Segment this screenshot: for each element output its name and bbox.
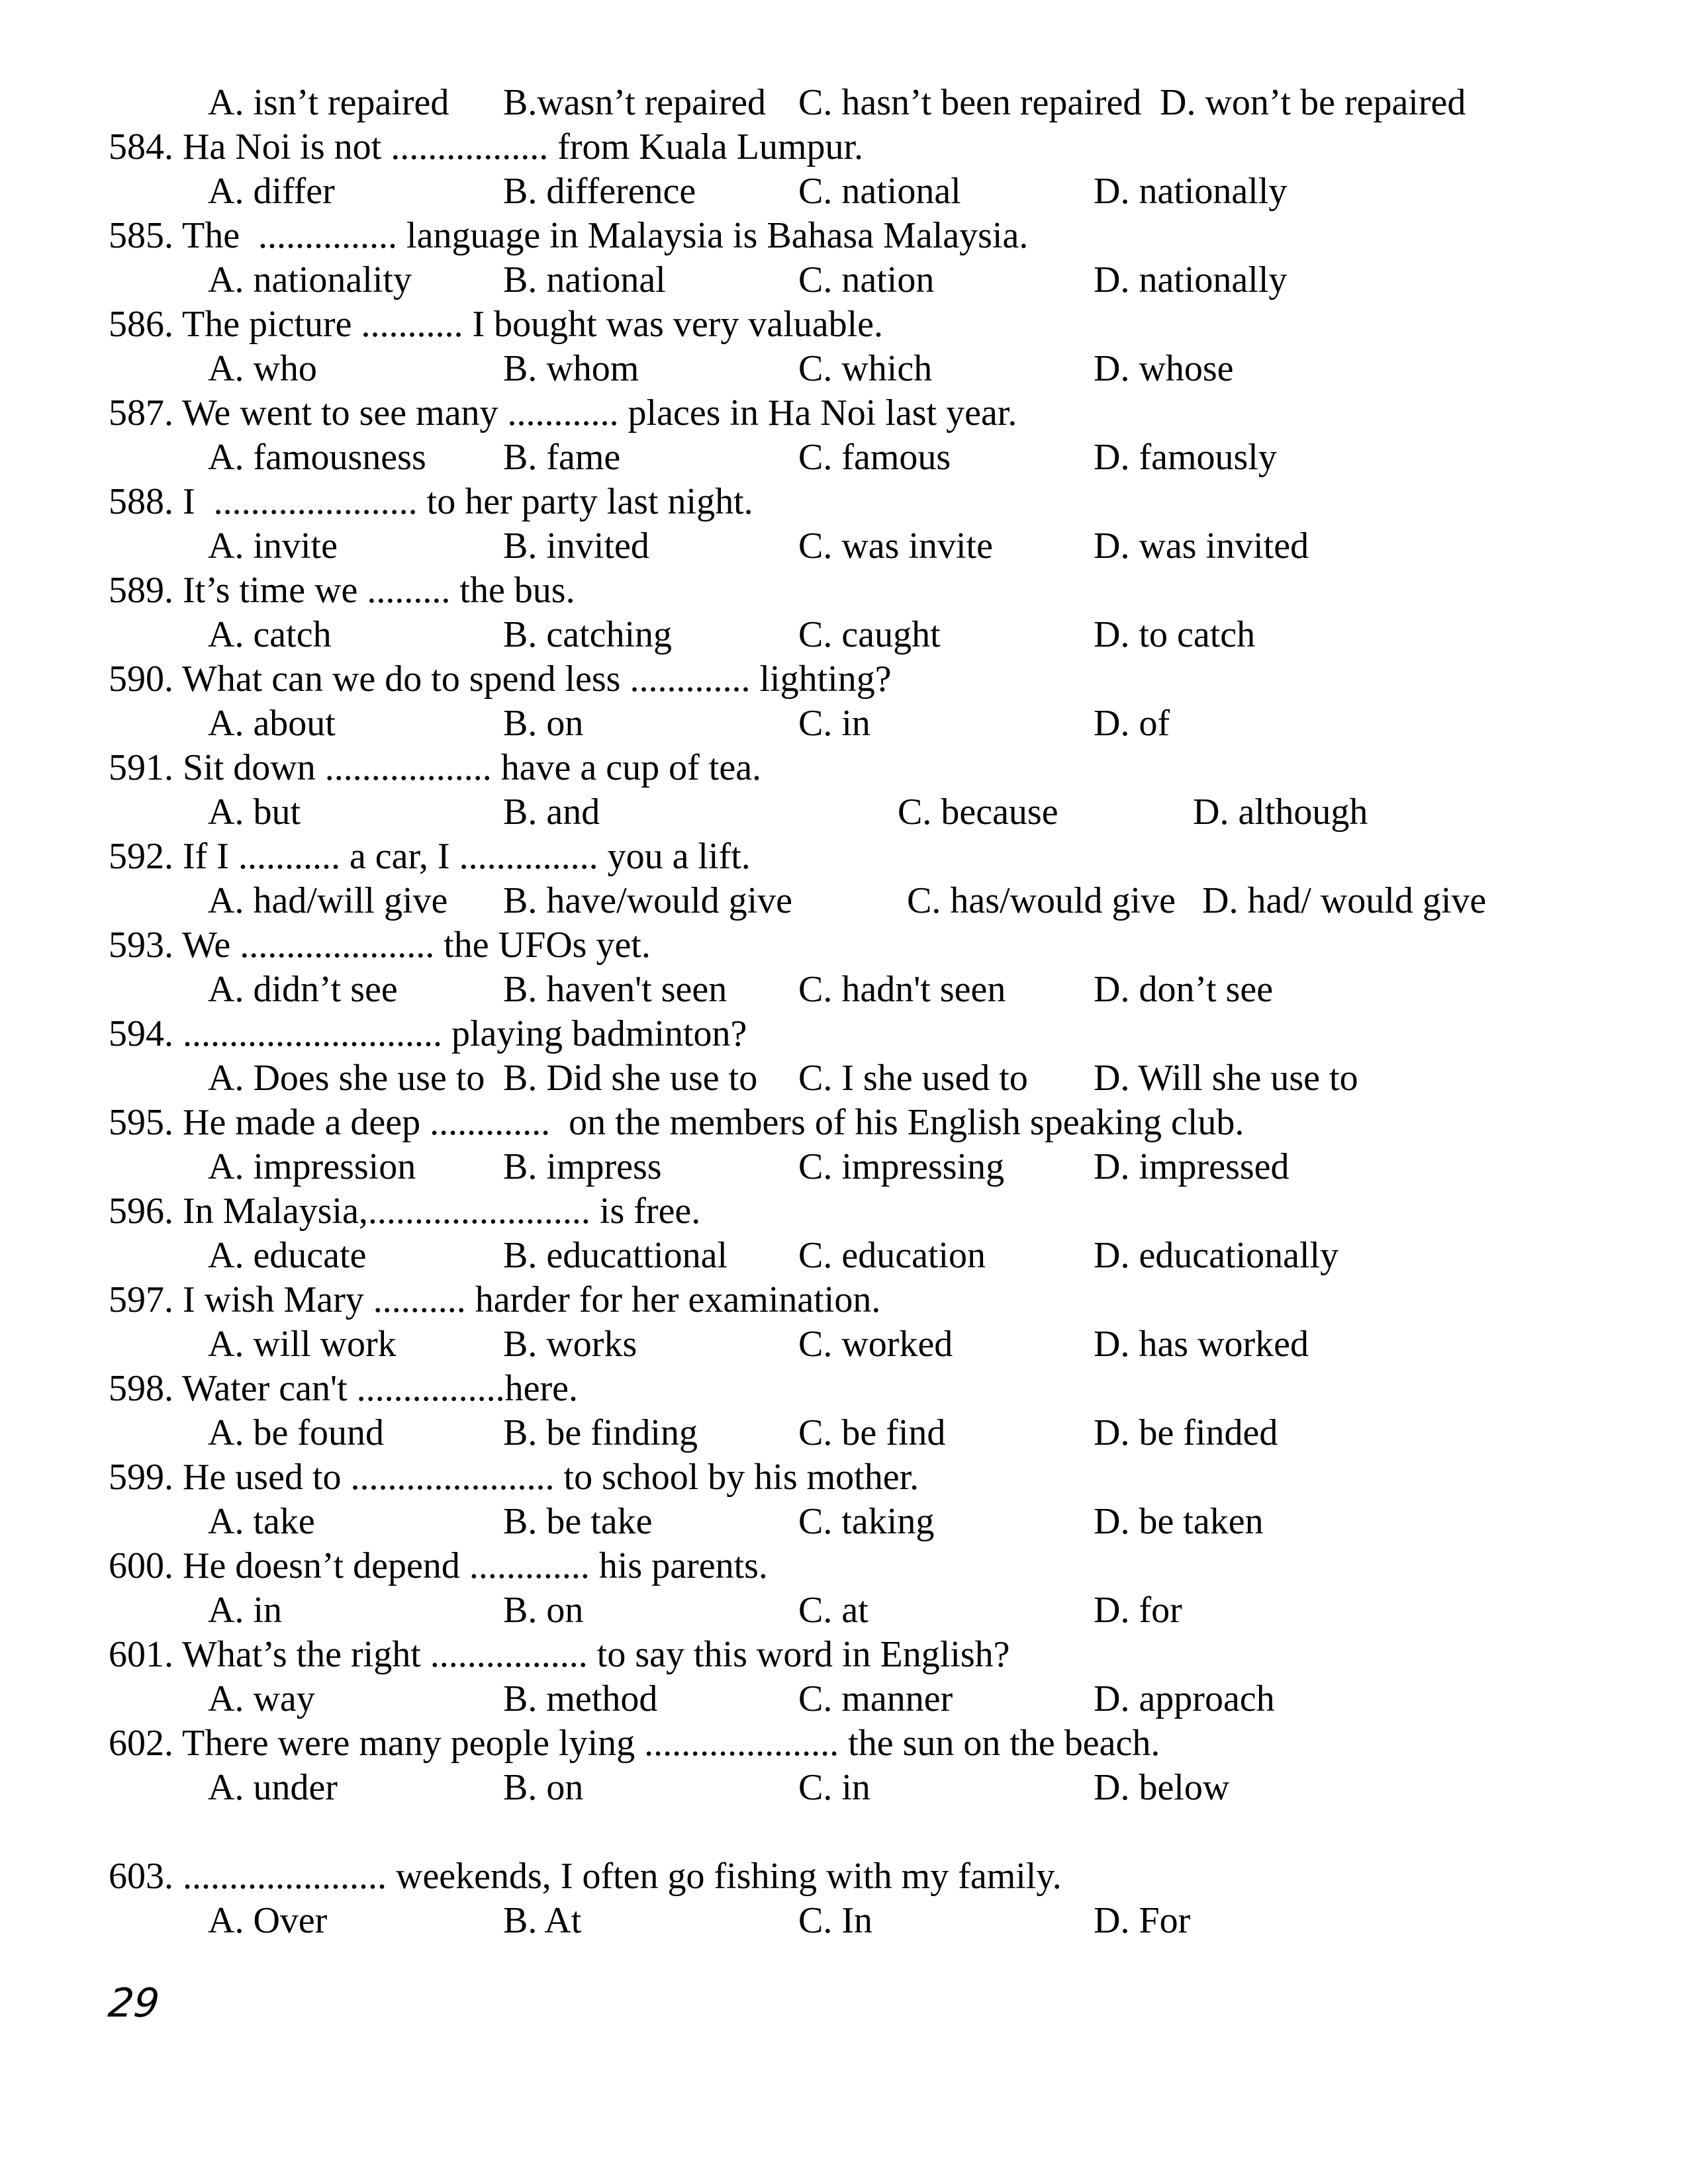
option-c: C. be find bbox=[798, 1412, 946, 1453]
option-c: C. taking bbox=[798, 1501, 935, 1542]
options-row-595 bbox=[0, 1145, 1688, 1189]
question-597 bbox=[0, 1278, 1688, 1322]
option-d: D. although bbox=[1193, 792, 1368, 833]
question-text: 601. What’s the right ................. to say this word in English? bbox=[109, 1634, 1010, 1675]
question-592 bbox=[0, 835, 1688, 879]
option-c: C. In bbox=[798, 1900, 872, 1941]
option-a: A. differ bbox=[208, 171, 335, 212]
option-b: B. be take bbox=[503, 1501, 653, 1542]
option-b: B. on bbox=[503, 1767, 584, 1808]
option-c: C. manner bbox=[798, 1678, 953, 1719]
option-a: A. Does she use to bbox=[208, 1058, 485, 1099]
option-d: D. to catch bbox=[1094, 614, 1256, 655]
option-a: A. in bbox=[208, 1590, 282, 1631]
option-c: C. I she used to bbox=[798, 1058, 1028, 1099]
question-585 bbox=[0, 214, 1688, 258]
option-a: A. invite bbox=[208, 525, 338, 567]
option-c: C. at bbox=[798, 1590, 868, 1631]
question-586 bbox=[0, 302, 1688, 347]
question-593 bbox=[0, 923, 1688, 968]
option-d: D. impressed bbox=[1094, 1146, 1289, 1187]
option-c: C. in bbox=[798, 703, 870, 744]
question-text: 598. Water can't ................here. bbox=[109, 1368, 578, 1409]
option-a: A. isn’t repaired bbox=[208, 82, 449, 123]
option-b: B. Did she use to bbox=[503, 1058, 758, 1099]
question-text: 593. We ..................... the UFOs yet. bbox=[109, 925, 651, 966]
options-row-592 bbox=[0, 879, 1688, 923]
question-text: 594. ............................ playing badminton? bbox=[109, 1013, 747, 1054]
option-d: D. nationally bbox=[1094, 171, 1288, 212]
options-row-599 bbox=[0, 1500, 1688, 1544]
question-587 bbox=[0, 391, 1688, 435]
options-row-583 bbox=[0, 81, 1688, 125]
option-d: D. don’t see bbox=[1094, 969, 1274, 1010]
option-b: B. haven't seen bbox=[503, 969, 727, 1010]
options-row-593 bbox=[0, 968, 1688, 1012]
option-b: B. have/would give bbox=[503, 880, 793, 921]
option-c: C. which bbox=[798, 348, 933, 389]
question-600 bbox=[0, 1544, 1688, 1588]
options-row-584 bbox=[0, 169, 1688, 214]
option-c: C. in bbox=[798, 1767, 870, 1808]
option-b: B. fame bbox=[503, 437, 621, 478]
option-b: B. educattional bbox=[503, 1235, 728, 1276]
option-c: C. was invite bbox=[798, 525, 993, 567]
page-number: 29 bbox=[106, 1980, 162, 2026]
options-row-594 bbox=[0, 1056, 1688, 1101]
question-589 bbox=[0, 569, 1688, 613]
question-text: 602. There were many people lying ..................... the sun on the beach. bbox=[109, 1723, 1160, 1764]
question-text: 586. The picture ........... I bought was very valuable. bbox=[109, 304, 884, 345]
option-c: C. famous bbox=[798, 437, 951, 478]
option-a: A. famousness bbox=[208, 437, 426, 478]
option-d: D. has worked bbox=[1094, 1324, 1309, 1365]
option-c: C. impressing bbox=[798, 1146, 1005, 1187]
options-row-585 bbox=[0, 258, 1688, 302]
option-b: B. method bbox=[503, 1678, 658, 1719]
option-a: A. but bbox=[208, 792, 301, 833]
option-d: D. approach bbox=[1094, 1678, 1275, 1719]
option-b: B. be finding bbox=[503, 1412, 698, 1453]
option-c: C. education bbox=[798, 1235, 986, 1276]
option-b: B. works bbox=[503, 1324, 637, 1365]
option-d: D. of bbox=[1094, 703, 1170, 744]
option-a: A. impression bbox=[208, 1146, 416, 1187]
question-588 bbox=[0, 480, 1688, 524]
option-d: D. Will she use to bbox=[1094, 1058, 1358, 1099]
option-c: C. because bbox=[898, 792, 1058, 833]
question-text: 585. The ............... language in Malaysia is Bahasa Malaysia. bbox=[109, 215, 1029, 256]
option-c: C. worked bbox=[798, 1324, 953, 1365]
options-row-603 bbox=[0, 1899, 1688, 1943]
question-599 bbox=[0, 1455, 1688, 1500]
options-row-600 bbox=[0, 1588, 1688, 1633]
question-598 bbox=[0, 1367, 1688, 1411]
option-d: D. for bbox=[1094, 1590, 1182, 1631]
question-text: 587. We went to see many ............ places in Ha Noi last year. bbox=[109, 392, 1017, 433]
option-b: B. difference bbox=[503, 171, 696, 212]
option-a: A. take bbox=[208, 1501, 315, 1542]
option-c: C. hadn't seen bbox=[798, 969, 1006, 1010]
question-text: 603. ...................... weekends, I often go fishing with my family. bbox=[109, 1856, 1062, 1897]
option-d: D. be taken bbox=[1094, 1501, 1264, 1542]
question-text: 599. He used to ...................... to school by his mother. bbox=[109, 1457, 919, 1498]
question-584 bbox=[0, 125, 1688, 169]
option-b: B. on bbox=[503, 1590, 584, 1631]
option-d: D. educationally bbox=[1094, 1235, 1339, 1276]
question-text: 588. I ...................... to her party last night. bbox=[109, 481, 753, 522]
option-b: B. whom bbox=[503, 348, 639, 389]
question-text: 591. Sit down .................. have a cup of tea. bbox=[109, 747, 762, 788]
question-596 bbox=[0, 1189, 1688, 1234]
question-text: 592. If I ........... a car, I ............... you a lift. bbox=[109, 836, 751, 877]
option-c: C. has/would give bbox=[907, 880, 1176, 921]
question-595 bbox=[0, 1101, 1688, 1145]
option-a: A. will work bbox=[208, 1324, 397, 1365]
options-row-590 bbox=[0, 702, 1688, 746]
option-a: A. had/will give bbox=[208, 880, 448, 921]
option-a: A. educate bbox=[208, 1235, 367, 1276]
option-c: C. caught bbox=[798, 614, 941, 655]
option-b: B. impress bbox=[503, 1146, 662, 1187]
option-d: D. For bbox=[1094, 1900, 1191, 1941]
question-text: 600. He doesn’t depend ............. his parents. bbox=[109, 1545, 768, 1586]
options-row-588 bbox=[0, 524, 1688, 569]
option-b: B. catching bbox=[503, 614, 673, 655]
option-d: D. nationally bbox=[1094, 259, 1288, 300]
question-text: 589. It’s time we ......... the bus. bbox=[109, 570, 575, 611]
question-591 bbox=[0, 746, 1688, 790]
question-text: 596. In Malaysia,........................ is free. bbox=[109, 1191, 701, 1232]
option-a: A. who bbox=[208, 348, 317, 389]
question-601 bbox=[0, 1633, 1688, 1677]
option-a: A. Over bbox=[208, 1900, 328, 1941]
option-a: A. didn’t see bbox=[208, 969, 398, 1010]
options-row-589 bbox=[0, 613, 1688, 657]
option-a: A. nationality bbox=[208, 259, 412, 300]
option-a: A. be found bbox=[208, 1412, 384, 1453]
option-b: B. national bbox=[503, 259, 666, 300]
option-b: B. and bbox=[503, 792, 600, 833]
option-d: D. had/ would give bbox=[1202, 880, 1487, 921]
option-c: C. hasn’t been repaired bbox=[798, 82, 1142, 123]
question-590 bbox=[0, 657, 1688, 702]
question-602 bbox=[0, 1721, 1688, 1766]
options-row-597 bbox=[0, 1322, 1688, 1367]
options-row-602 bbox=[0, 1766, 1688, 1810]
option-d: D. won’t be repaired bbox=[1160, 82, 1466, 123]
question-text: 597. I wish Mary .......... harder for her examination. bbox=[109, 1279, 881, 1320]
options-row-587 bbox=[0, 435, 1688, 480]
option-d: D. was invited bbox=[1094, 525, 1309, 567]
option-d: D. famously bbox=[1094, 437, 1277, 478]
option-a: A. about bbox=[208, 703, 336, 744]
option-b: B. At bbox=[503, 1900, 582, 1941]
option-a: A. catch bbox=[208, 614, 332, 655]
options-row-596 bbox=[0, 1234, 1688, 1278]
option-b: B. on bbox=[503, 703, 584, 744]
option-b: B. invited bbox=[503, 525, 649, 567]
question-594 bbox=[0, 1012, 1688, 1056]
options-row-586 bbox=[0, 347, 1688, 391]
option-c: C. national bbox=[798, 171, 961, 212]
question-text: 584. Ha Noi is not ................. from Kuala Lumpur. bbox=[109, 126, 864, 167]
option-d: D. whose bbox=[1094, 348, 1234, 389]
option-c: C. nation bbox=[798, 259, 935, 300]
option-a: A. under bbox=[208, 1767, 338, 1808]
question-603 bbox=[0, 1854, 1688, 1899]
option-b: B.wasn’t repaired bbox=[503, 82, 767, 123]
option-d: D. below bbox=[1094, 1767, 1230, 1808]
question-text: 590. What can we do to spend less ............. lighting? bbox=[109, 659, 892, 700]
question-text: 595. He made a deep ............. on the members of his English speaking club. bbox=[109, 1102, 1244, 1143]
options-row-598 bbox=[0, 1411, 1688, 1455]
options-row-591 bbox=[0, 790, 1688, 835]
options-row-601 bbox=[0, 1677, 1688, 1721]
option-d: D. be finded bbox=[1094, 1412, 1278, 1453]
option-a: A. way bbox=[208, 1678, 315, 1719]
